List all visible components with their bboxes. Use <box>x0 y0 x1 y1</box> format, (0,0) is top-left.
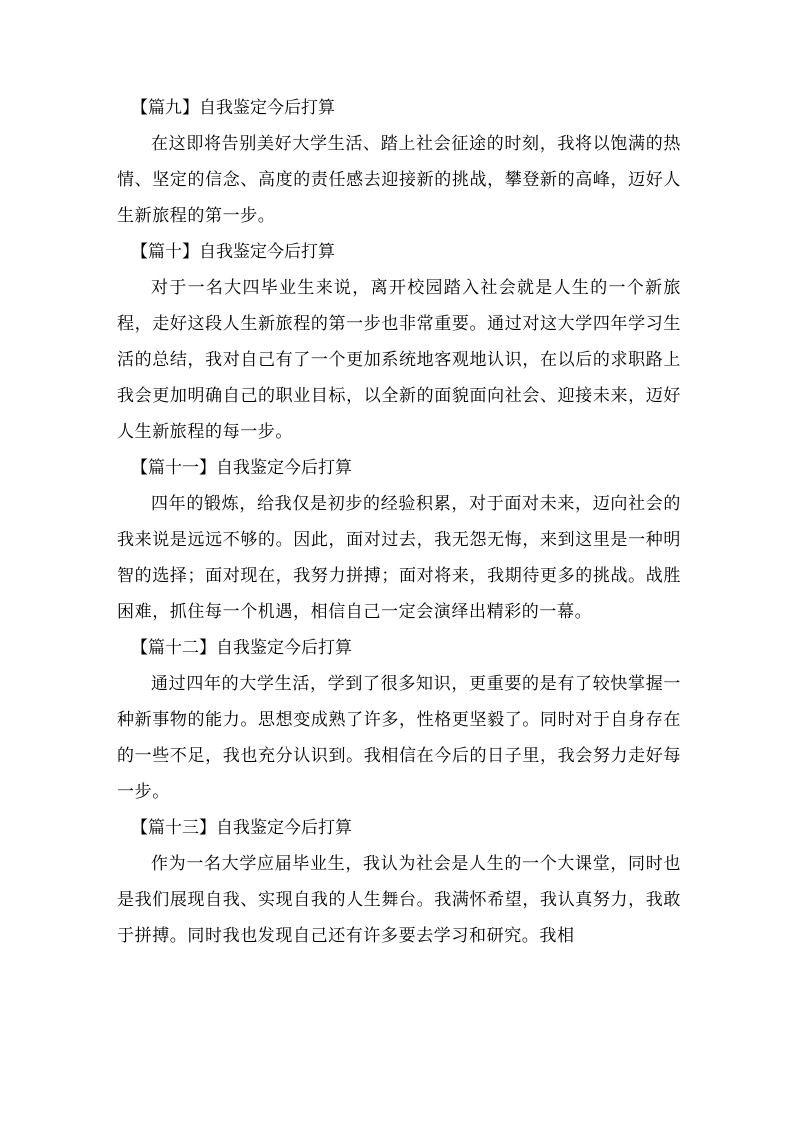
section-12 <box>117 630 681 810</box>
section-heading: 【篇十三】自我鉴定今后打算 <box>131 818 352 838</box>
section-11 <box>117 450 681 630</box>
section-paragraph: 通过四年的大学生活，学到了很多知识，更重要的是有了较快掌握一种新事物的能力。思想变成熟了许多，性格更坚毅了。同时对于自身存在的一些不足，我也充分认识到。我相信在今后的日子里，我会努力走好每一步。 <box>117 674 681 802</box>
document-content <box>117 90 681 954</box>
section-10 <box>117 234 681 450</box>
section-paragraph: 在这即将告别美好大学生活、踏上社会征途的时刻，我将以饱满的热情、坚定的信念、高度的责任感去迎接新的挑战，攀登新的高峰，迈好人生新旅程的第一步。 <box>117 134 681 226</box>
section-heading: 【篇十二】自我鉴定今后打算 <box>131 638 352 658</box>
section-paragraph: 作为一名大学应届毕业生，我认为社会是人生的一个大课堂，同时也是我们展现自我、实现自我的人生舞台。我满怀希望，我认真努力，我敢于拼搏。同时我也发现自己还有许多要去学习和研究。我相 <box>117 854 681 946</box>
section-heading: 【篇十】自我鉴定今后打算 <box>131 242 335 262</box>
section-13 <box>117 810 681 954</box>
section-paragraph: 对于一名大四毕业生来说，离开校园踏入社会就是人生的一个新旅程，走好这段人生新旅程的第一步也非常重要。通过对这大学四年学习生活的总结，我对自己有了一个更加系统地客观地认识，在以后的求职路上我会更加明确自己的职业目标，以全新的面貌面向社会、迎接未来，迈好人生新旅程的每一步。 <box>117 278 681 442</box>
section-heading: 【篇九】自我鉴定今后打算 <box>131 98 335 118</box>
section-9 <box>117 90 681 234</box>
section-heading: 【篇十一】自我鉴定今后打算 <box>131 458 352 478</box>
section-paragraph: 四年的锻炼，给我仅是初步的经验积累，对于面对未来，迈向社会的我来说是远远不够的。因此，面对过去，我无怨无悔，来到这里是一种明智的选择；面对现在，我努力拼搏；面对将来，我期待更多的挑战。战胜困难，抓住每一个机遇，相信自己一定会演绎出精彩的一幕。 <box>117 494 681 622</box>
